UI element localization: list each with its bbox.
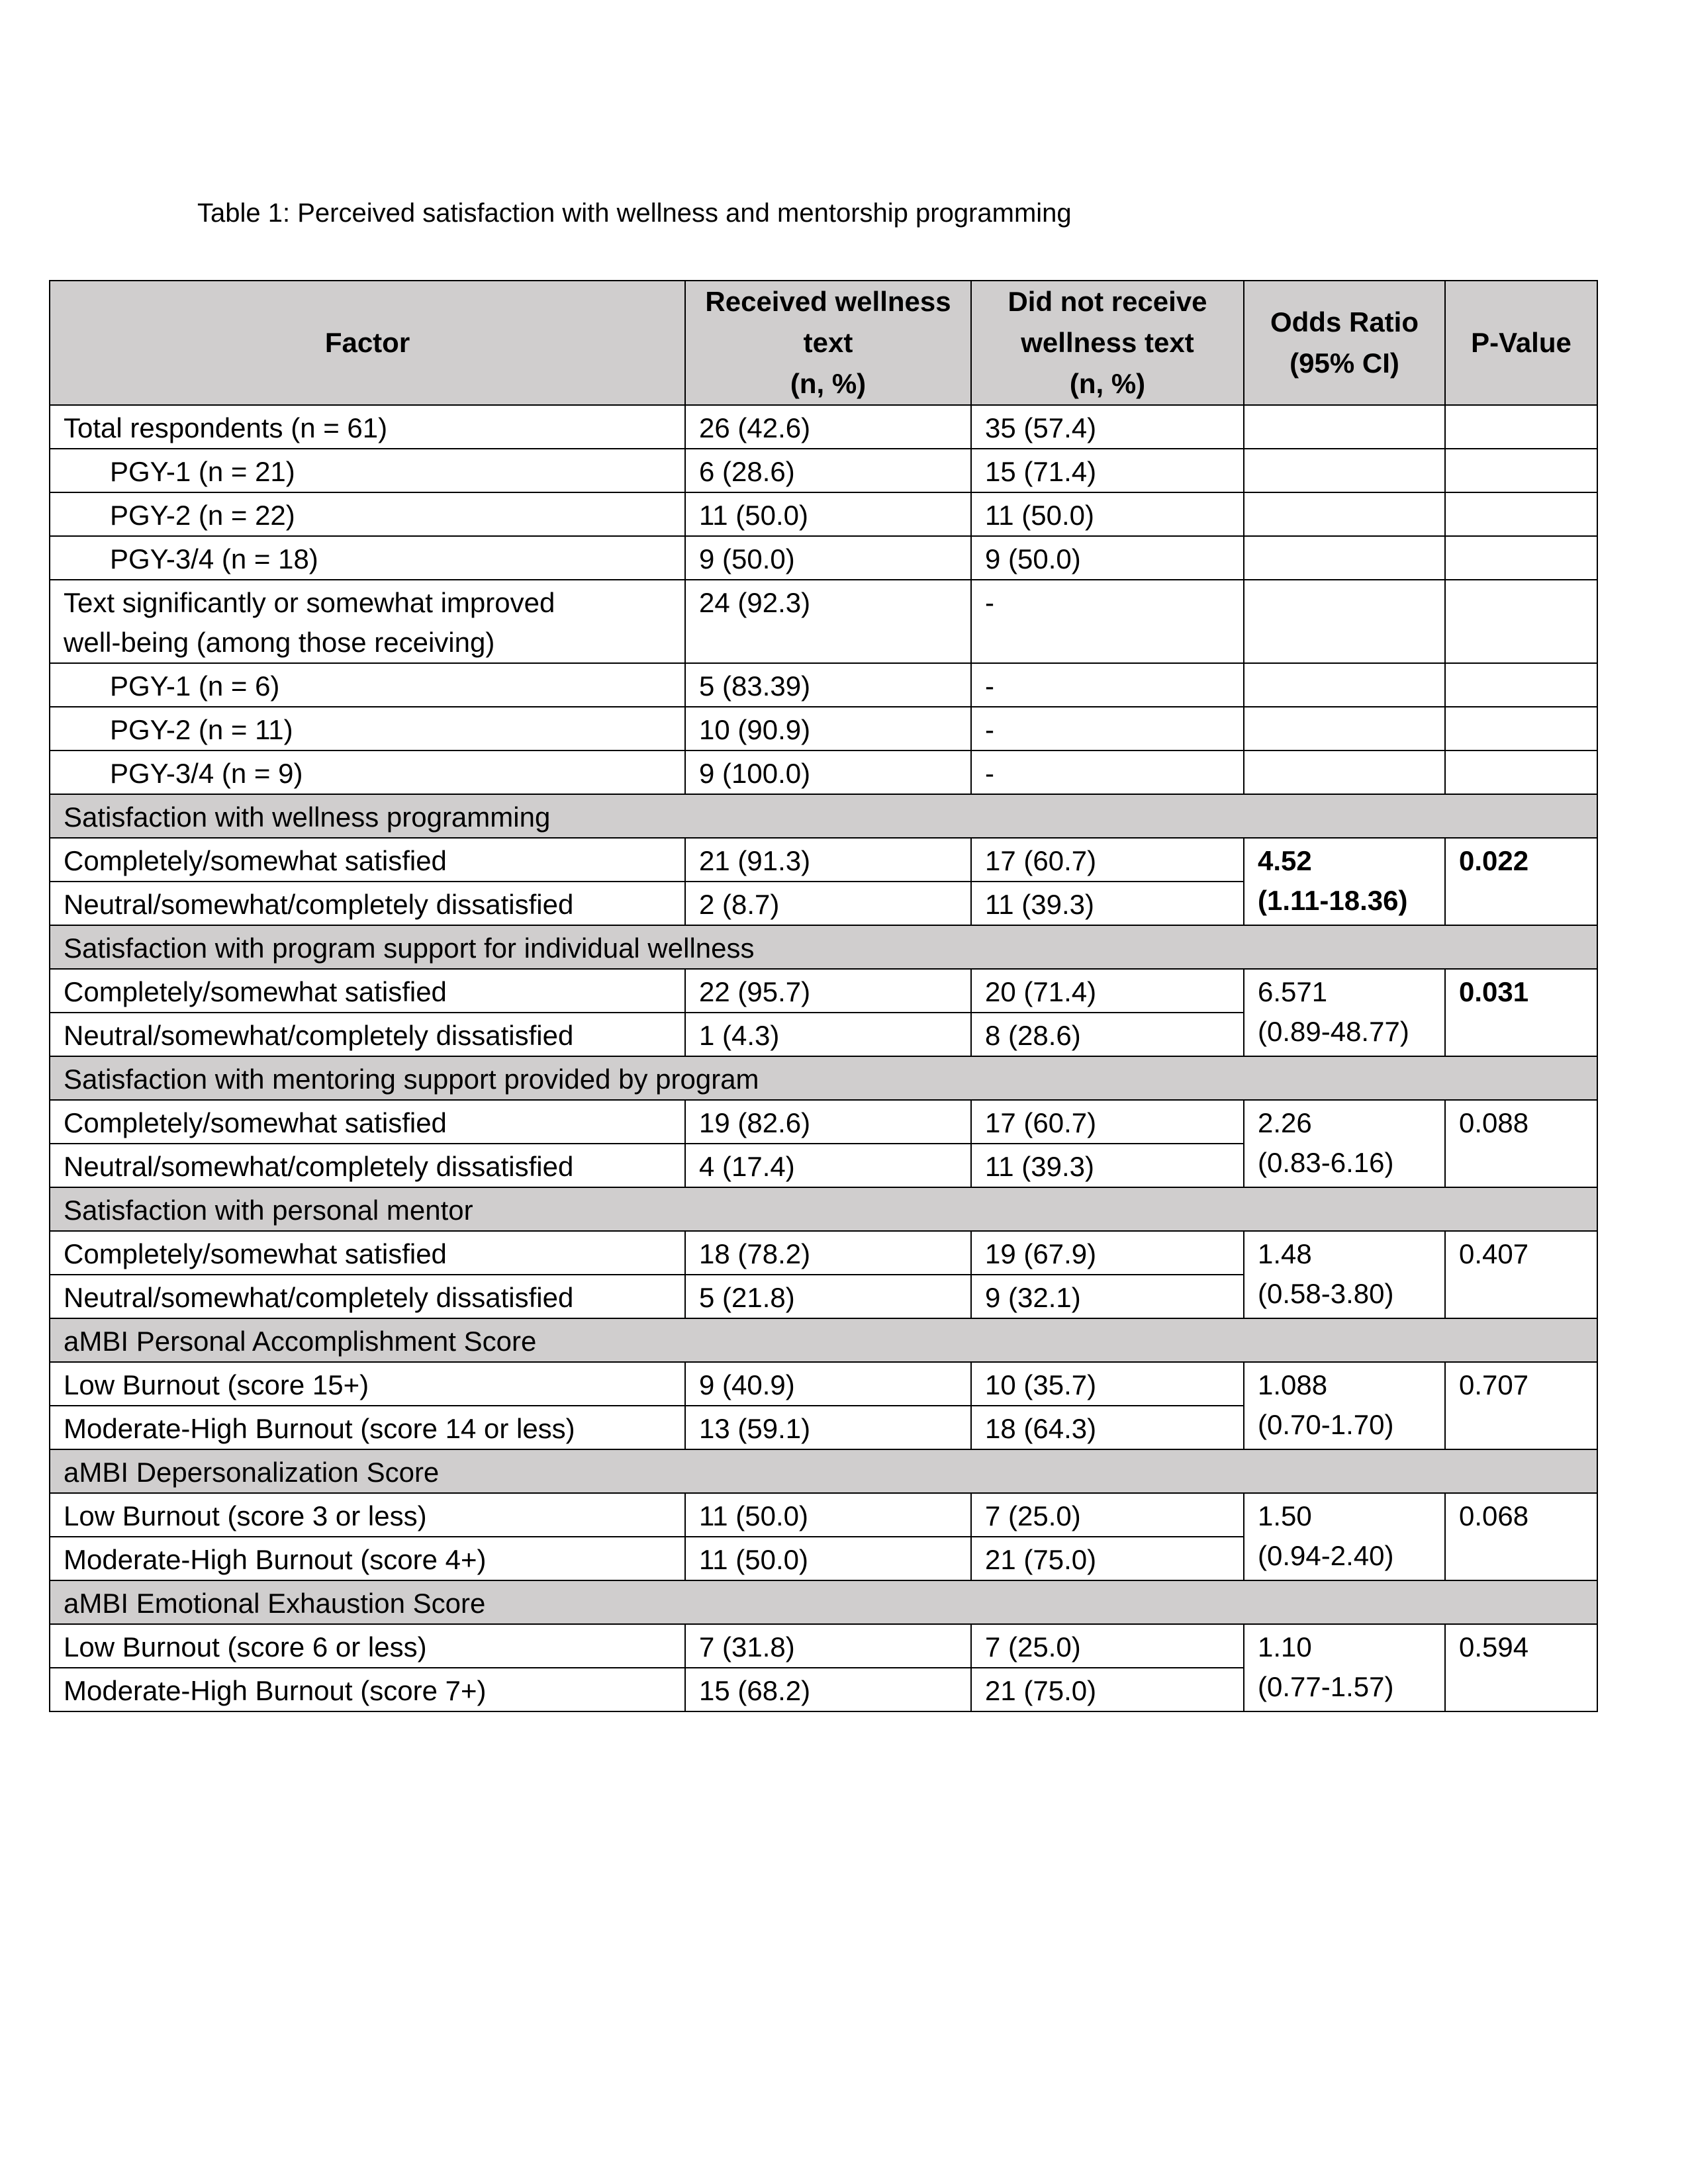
odds-cell bbox=[1244, 580, 1445, 663]
not-received-cell: 19 (67.9) bbox=[971, 1231, 1244, 1275]
not-received-cell: 17 (60.7) bbox=[971, 1100, 1244, 1144]
odds-cell bbox=[1244, 492, 1445, 536]
p-value-cell: 0.407 bbox=[1445, 1231, 1597, 1318]
odds-cell bbox=[1244, 707, 1445, 751]
table-row bbox=[50, 580, 1597, 663]
received-cell: 11 (50.0) bbox=[685, 492, 971, 536]
not-received-cell: 21 (75.0) bbox=[971, 1668, 1244, 1711]
factor-cell: Completely/somewhat satisfied bbox=[50, 969, 685, 1013]
section-header-row bbox=[50, 1449, 1597, 1493]
factor-cell: PGY-1 (n = 21) bbox=[50, 449, 685, 492]
not-received-cell: 11 (50.0) bbox=[971, 492, 1244, 536]
factor-cell: Text significantly or somewhat improved well-being (among those receiving) bbox=[50, 580, 685, 663]
section-title: aMBI Personal Accomplishment Score bbox=[50, 1318, 1597, 1362]
table-row bbox=[50, 1100, 1597, 1144]
factor-cell: Low Burnout (score 15+) bbox=[50, 1362, 685, 1406]
not-received-cell: 9 (32.1) bbox=[971, 1275, 1244, 1318]
received-cell: 24 (92.3) bbox=[685, 580, 971, 663]
odds-ratio-cell: 1.48 (0.58-3.80) bbox=[1244, 1231, 1445, 1318]
factor-cell: Neutral/somewhat/completely dissatisfied bbox=[50, 1144, 685, 1187]
odds-ratio-cell: 4.52 (1.11-18.36) bbox=[1244, 838, 1445, 925]
factor-cell: Completely/somewhat satisfied bbox=[50, 1231, 685, 1275]
received-cell: 13 (59.1) bbox=[685, 1406, 971, 1449]
odds-cell bbox=[1244, 405, 1445, 449]
received-cell: 9 (40.9) bbox=[685, 1362, 971, 1406]
p-value-cell: 0.707 bbox=[1445, 1362, 1597, 1449]
factor-cell: Neutral/somewhat/completely dissatisfied bbox=[50, 882, 685, 925]
factor-cell: Moderate-High Burnout (score 14 or less) bbox=[50, 1406, 685, 1449]
p-value-cell: 0.022 bbox=[1445, 838, 1597, 925]
table-row bbox=[50, 405, 1597, 449]
not-received-cell: 17 (60.7) bbox=[971, 838, 1244, 882]
not-received-cell: - bbox=[971, 580, 1244, 663]
factor-cell: Completely/somewhat satisfied bbox=[50, 838, 685, 882]
section-header-row bbox=[50, 794, 1597, 838]
not-received-cell: 18 (64.3) bbox=[971, 1406, 1244, 1449]
results-table bbox=[49, 280, 1598, 1712]
received-cell: 9 (50.0) bbox=[685, 536, 971, 580]
not-received-cell: 11 (39.3) bbox=[971, 882, 1244, 925]
received-cell: 22 (95.7) bbox=[685, 969, 971, 1013]
odds-cell bbox=[1244, 751, 1445, 794]
received-cell: 10 (90.9) bbox=[685, 707, 971, 751]
p-value-cell bbox=[1445, 449, 1597, 492]
section-title: aMBI Emotional Exhaustion Score bbox=[50, 1580, 1597, 1624]
section-header-row bbox=[50, 1580, 1597, 1624]
section-header-row bbox=[50, 1318, 1597, 1362]
not-received-cell: - bbox=[971, 663, 1244, 707]
p-value-cell bbox=[1445, 580, 1597, 663]
factor-cell: PGY-2 (n = 22) bbox=[50, 492, 685, 536]
p-value-cell: 0.594 bbox=[1445, 1624, 1597, 1711]
p-value-cell: 0.088 bbox=[1445, 1100, 1597, 1187]
odds-ratio-cell: 2.26 (0.83-6.16) bbox=[1244, 1100, 1445, 1187]
header-factor: Factor bbox=[50, 281, 685, 405]
received-cell: 15 (68.2) bbox=[685, 1668, 971, 1711]
factor-cell: Neutral/somewhat/completely dissatisfied bbox=[50, 1275, 685, 1318]
table-row bbox=[50, 492, 1597, 536]
odds-ratio-cell: 1.10 (0.77-1.57) bbox=[1244, 1624, 1445, 1711]
p-value-cell bbox=[1445, 707, 1597, 751]
received-cell: 11 (50.0) bbox=[685, 1493, 971, 1537]
received-cell: 4 (17.4) bbox=[685, 1144, 971, 1187]
odds-cell bbox=[1244, 449, 1445, 492]
header-p-value: P-Value bbox=[1445, 281, 1597, 405]
not-received-cell: - bbox=[971, 751, 1244, 794]
table-row bbox=[50, 1624, 1597, 1668]
p-value-cell bbox=[1445, 663, 1597, 707]
received-cell: 5 (83.39) bbox=[685, 663, 971, 707]
odds-ratio-cell: 1.50 (0.94-2.40) bbox=[1244, 1493, 1445, 1580]
received-cell: 18 (78.2) bbox=[685, 1231, 971, 1275]
factor-cell: PGY-3/4 (n = 9) bbox=[50, 751, 685, 794]
received-cell: 1 (4.3) bbox=[685, 1013, 971, 1056]
section-title: Satisfaction with program support for individual wellness bbox=[50, 925, 1597, 969]
not-received-cell: 21 (75.0) bbox=[971, 1537, 1244, 1580]
odds-cell bbox=[1244, 536, 1445, 580]
section-title: Satisfaction with mentoring support provided by program bbox=[50, 1056, 1597, 1100]
not-received-cell: - bbox=[971, 707, 1244, 751]
section-title: aMBI Depersonalization Score bbox=[50, 1449, 1597, 1493]
not-received-cell: 9 (50.0) bbox=[971, 536, 1244, 580]
not-received-cell: 15 (71.4) bbox=[971, 449, 1244, 492]
header-not-received: Did not receive wellness text (n, %) bbox=[971, 281, 1244, 405]
p-value-cell bbox=[1445, 405, 1597, 449]
factor-cell: PGY-3/4 (n = 18) bbox=[50, 536, 685, 580]
table-row bbox=[50, 663, 1597, 707]
factor-cell: PGY-1 (n = 6) bbox=[50, 663, 685, 707]
table-row bbox=[50, 1362, 1597, 1406]
not-received-cell: 10 (35.7) bbox=[971, 1362, 1244, 1406]
table-row bbox=[50, 707, 1597, 751]
header-odds-ratio: Odds Ratio (95% CI) bbox=[1244, 281, 1445, 405]
factor-cell: Low Burnout (score 6 or less) bbox=[50, 1624, 685, 1668]
p-value-cell bbox=[1445, 536, 1597, 580]
not-received-cell: 7 (25.0) bbox=[971, 1493, 1244, 1537]
not-received-cell: 11 (39.3) bbox=[971, 1144, 1244, 1187]
header-received: Received wellness text (n, %) bbox=[685, 281, 971, 405]
table-row bbox=[50, 1231, 1597, 1275]
factor-cell: Moderate-High Burnout (score 4+) bbox=[50, 1537, 685, 1580]
odds-cell bbox=[1244, 663, 1445, 707]
section-title: Satisfaction with wellness programming bbox=[50, 794, 1597, 838]
factor-cell: Total respondents (n = 61) bbox=[50, 405, 685, 449]
not-received-cell: 35 (57.4) bbox=[971, 405, 1244, 449]
factor-cell: Moderate-High Burnout (score 7+) bbox=[50, 1668, 685, 1711]
received-cell: 19 (82.6) bbox=[685, 1100, 971, 1144]
not-received-cell: 20 (71.4) bbox=[971, 969, 1244, 1013]
table-row bbox=[50, 751, 1597, 794]
section-header-row bbox=[50, 925, 1597, 969]
received-cell: 5 (21.8) bbox=[685, 1275, 971, 1318]
p-value-cell: 0.068 bbox=[1445, 1493, 1597, 1580]
section-header-row bbox=[50, 1187, 1597, 1231]
p-value-cell bbox=[1445, 751, 1597, 794]
odds-ratio-cell: 6.571 (0.89-48.77) bbox=[1244, 969, 1445, 1056]
factor-cell: Completely/somewhat satisfied bbox=[50, 1100, 685, 1144]
received-cell: 26 (42.6) bbox=[685, 405, 971, 449]
not-received-cell: 8 (28.6) bbox=[971, 1013, 1244, 1056]
table-row bbox=[50, 1493, 1597, 1537]
not-received-cell: 7 (25.0) bbox=[971, 1624, 1244, 1668]
received-cell: 6 (28.6) bbox=[685, 449, 971, 492]
p-value-cell bbox=[1445, 492, 1597, 536]
section-title: Satisfaction with personal mentor bbox=[50, 1187, 1597, 1231]
table-header-row bbox=[50, 281, 1597, 405]
table-row bbox=[50, 838, 1597, 882]
factor-cell: Neutral/somewhat/completely dissatisfied bbox=[50, 1013, 685, 1056]
odds-ratio-cell: 1.088 (0.70-1.70) bbox=[1244, 1362, 1445, 1449]
factor-cell: PGY-2 (n = 11) bbox=[50, 707, 685, 751]
received-cell: 7 (31.8) bbox=[685, 1624, 971, 1668]
received-cell: 2 (8.7) bbox=[685, 882, 971, 925]
table-row bbox=[50, 969, 1597, 1013]
received-cell: 21 (91.3) bbox=[685, 838, 971, 882]
table-caption: Table 1: Perceived satisfaction with wellness and mentorship programming bbox=[197, 199, 1072, 228]
factor-cell: Low Burnout (score 3 or less) bbox=[50, 1493, 685, 1537]
p-value-cell: 0.031 bbox=[1445, 969, 1597, 1056]
received-cell: 9 (100.0) bbox=[685, 751, 971, 794]
section-header-row bbox=[50, 1056, 1597, 1100]
table-row bbox=[50, 536, 1597, 580]
table-row bbox=[50, 449, 1597, 492]
received-cell: 11 (50.0) bbox=[685, 1537, 971, 1580]
